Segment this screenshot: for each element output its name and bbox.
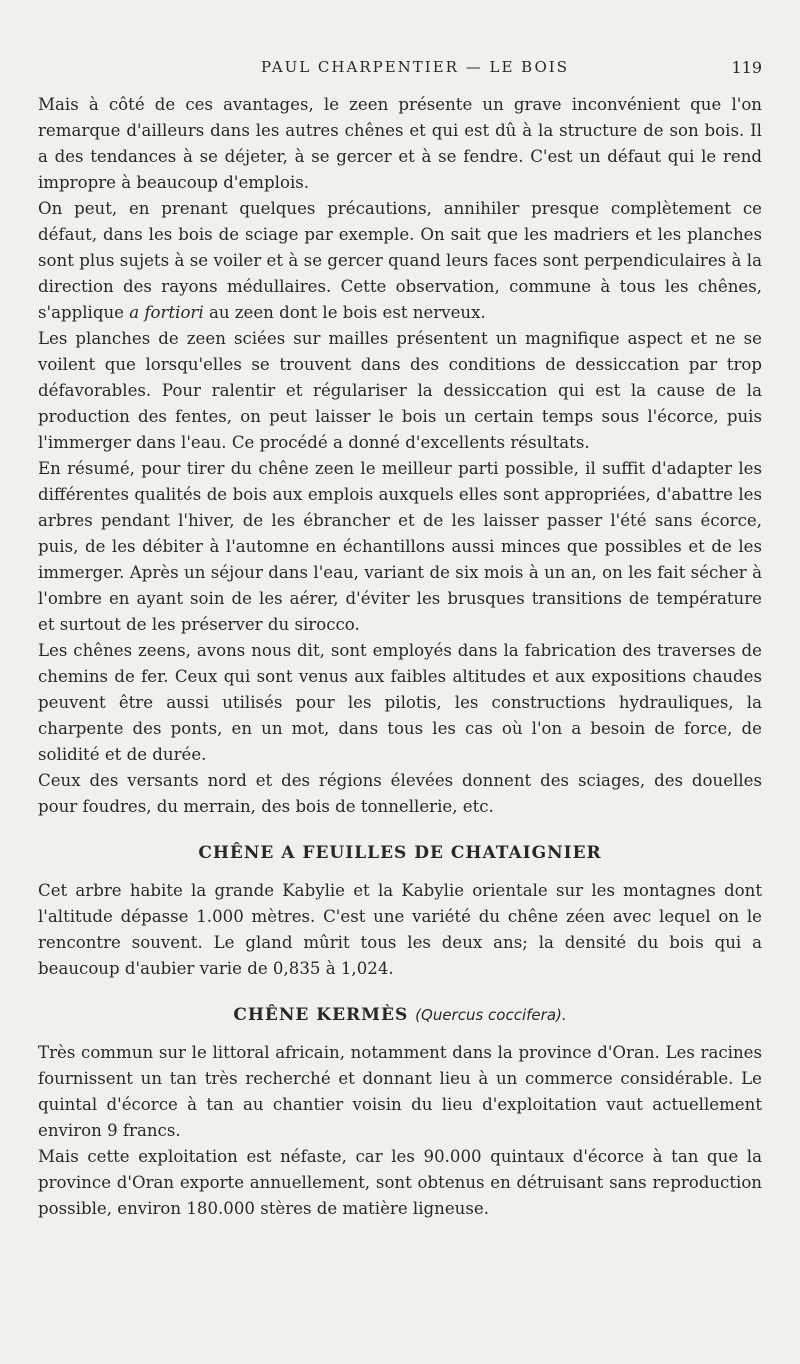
main-text (38, 92, 762, 1222)
paragraph-text: au zeen dont le bois est nerveux. (203, 303, 486, 322)
paragraph: Mais cette exploitation est néfaste, car les 90.000 quintaux d'écorce à tan que la province d'Oran exporte annuellement, sont obtenus en détruisant sans reproduction possible, environ 180.000 stères de matière ligneuse. (38, 1147, 762, 1218)
paragraph: Les chênes zeens, avons nous dit, sont employés dans la fabrication des traverses de chemins de fer. Ceux qui sont venus aux faibles altitudes et aux expositions chaudes peuvent être aussi utilisés pour les pilotis, les constructions hydrauliques, la charpente des ponts, en un mot, dans tous les cas où l'on a besoin de force, de solidité et de durée. (38, 641, 762, 764)
section-heading-text: CHÊNE KERMÈS (233, 1005, 409, 1025)
section-heading (38, 1002, 762, 1028)
page-number: 119 (731, 58, 762, 77)
running-title: PAUL CHARPENTIER — LE BOIS (261, 58, 569, 76)
paragraph: Mais à côté de ces avantages, le zeen présente un grave inconvénient que l'on remarque d'ailleurs dans les autres chênes et qui est dû à la structure de son bois. Il a des tendances à se déjeter, à se gercer et à se fendre. C'est un défaut qui le rend impropre à beaucoup d'emplois. (38, 95, 762, 192)
running-header (38, 58, 762, 86)
section-heading (38, 840, 762, 866)
italic-phrase: a fortiori (129, 303, 204, 322)
section-subheading: (Quercus coccifera). (415, 1006, 567, 1024)
paragraph (38, 196, 762, 326)
paragraph-text: On peut, en prenant quelques précautions, annihiler presque complètement ce défaut, dans les bois de sciage par exemple. On sait que les madriers et les planches sont plus sujets à se voiler et à se gercer quand leurs faces sont perpendiculaires à la direction des rayons médullaires. Cette observation, commune à tous les chênes, s'applique (38, 199, 762, 322)
paragraph: Les planches de zeen sciées sur mailles présentent un magnifique aspect et ne se voilent que lorsqu'elles se trouvent dans des conditions de dessiccation par trop défavorables. Pour ralentir et régulariser la dessiccation qui est la cause de la production des fentes, on peut laisser le bois un certain temps sous l'écorce, puis l'immerger dans l'eau. Ce procédé a donné d'excellents résultats. (38, 329, 762, 452)
paragraph: Ceux des versants nord et des régions élevées donnent des sciages, des douelles pour foudres, du merrain, des bois de tonnellerie, etc. (38, 771, 762, 816)
paragraph: Très commun sur le littoral africain, notamment dans la province d'Oran. Les racines fournissent un tan très recherché et donnant lieu à un commerce considérable. Le quintal d'écorce à tan au chantier voisin du lieu d'exploitation vaut actuellement environ 9 francs. (38, 1043, 762, 1140)
section-heading-text: CHÊNE A FEUILLES DE CHATAIGNIER (198, 843, 602, 863)
paragraph: Cet arbre habite la grande Kabylie et la Kabylie orientale sur les montagnes dont l'altitude dépasse 1.000 mètres. C'est une variété du chêne zéen avec lequel on le rencontre souvent. Le gland mûrit tous les deux ans; la densité du bois qui a beaucoup d'aubier varie de 0,835 à 1,024. (38, 881, 762, 978)
paragraph: En résumé, pour tirer du chêne zeen le meilleur parti possible, il suffit d'adapter les différentes qualités de bois aux emplois auxquels elles sont appropriées, d'abattre les arbres pendant l'hiver, de les ébrancher et de les laisser passer l'été sans écorce, puis, de les débiter à l'automne en échantillons aussi minces que possibles et de les immerger. Après un séjour dans l'eau, variant de six mois à un an, on les fait sécher à l'ombre en ayant soin de les aérer, d'éviter les brusques transitions de température et surtout de les préserver du sirocco. (38, 459, 762, 634)
